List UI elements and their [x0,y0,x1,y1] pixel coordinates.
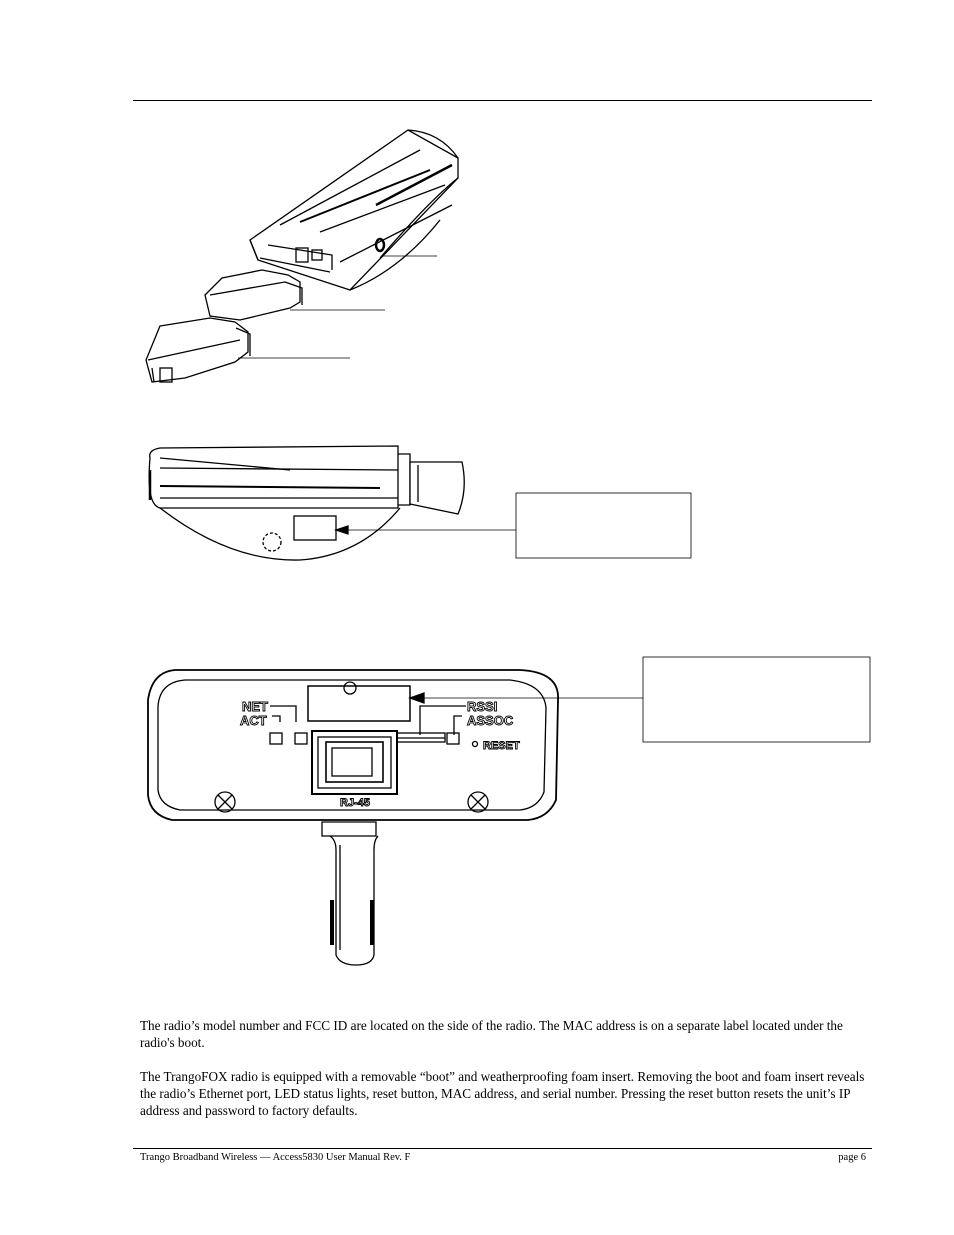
page-number: page 6 [838,1152,866,1163]
assoc-led-label: ASSOC [467,713,514,728]
rssi-led-label: RSSI [467,699,498,714]
radio-side-drawing [149,446,691,560]
reset-label: RESET [483,740,520,752]
net-led-label: NET [242,699,268,714]
footer-title: Trango Broadband Wireless — Access5830 User Manual Rev. F [140,1152,411,1163]
paragraph-label-locations: The radio’s model number and FCC ID are located on the side of the radio. The MAC address is on a separate label located under the radio's boot. [140,1018,843,1050]
footer-rule [133,1148,872,1149]
radio-perspective-drawing [146,130,458,382]
paragraph-boot-description: The TrangoFOX radio is equipped with a removable “boot” and weatherproofing foam insert. Removing the boot and foam insert reveals the radio’s Ethernet port, LED status lights, reset button, MAC address, and serial number. Pressing the reset button resets the unit’s IP address and password to factory defaults. [140,1069,865,1118]
rj45-label: RJ-45 [340,797,370,809]
act-led-label: ACT [240,713,267,728]
